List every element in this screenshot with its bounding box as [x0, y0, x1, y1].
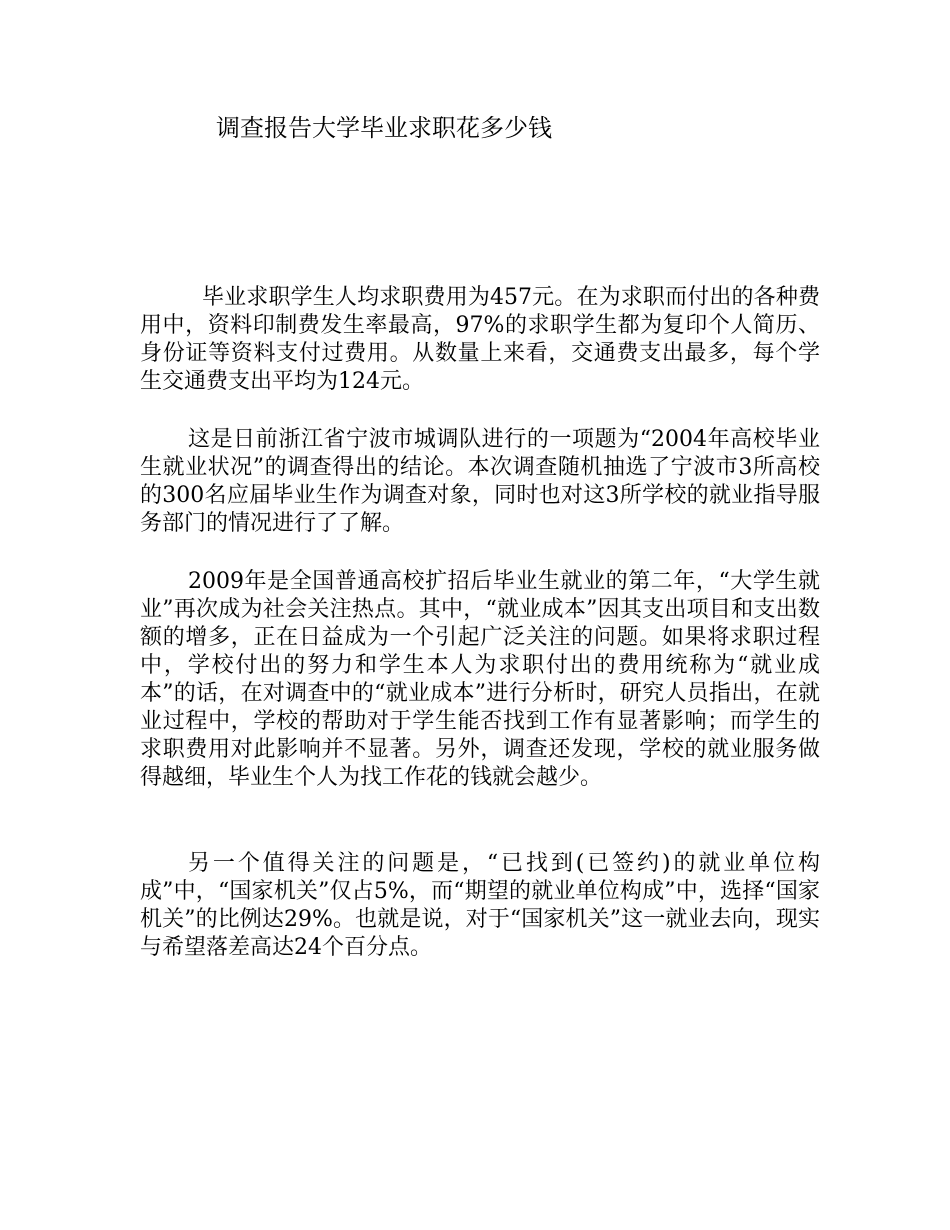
- paragraph-4: 另一个值得关注的问题是，“已找到(已签约)的就业单位构成”中，“国家机关”仅占5%，而“期望的就业单位构成”中，选择“国家机关”的比例达29%。也就是说，对于“国家机关”这一就业去向，现实与希望落差高达24个百分点。: [140, 851, 820, 960]
- paragraph-1: 毕业求职学生人均求职费用为457元。在为求职而付出的各种费用中，资料印制费发生率最高，97%的求职学生都为复印个人简历、身份证等资料支付过费用。从数量上来看，交通费支出最多，每个学生交通费支出平均为124元。: [140, 285, 820, 394]
- paragraph-3: 2009年是全国普通高校扩招后毕业生就业的第二年，“大学生就业”再次成为社会关注热点。其中，“就业成本”因其支出项目和支出数额的增多，正在日益成为一个引起广泛关注的问题。如果将求职过程中，学校付出的努力和学生本人为求职付出的费用统称为“就业成本”的话，在对调查中的“就业成本”进行分析时，研究人员指出，在就业过程中，学校的帮助对于学生能否找到工作有显著影响；而学生的求职费用对此影响并不显著。另外，调查还发现，学校的就业服务做得越细，毕业生个人为找工作花的钱就会越少。: [140, 569, 820, 790]
- paragraph-2: 这是日前浙江省宁波市城调队进行的一项题为“2004年高校毕业生就业状况”的调查得出的结论。本次调查随机抽选了宁波市3所高校的300名应届毕业生作为调查对象，同时也对这3所学校的就业指导服务部门的情况进行了了解。: [140, 427, 820, 536]
- document-title: 调查报告大学毕业求职花多少钱: [216, 114, 552, 142]
